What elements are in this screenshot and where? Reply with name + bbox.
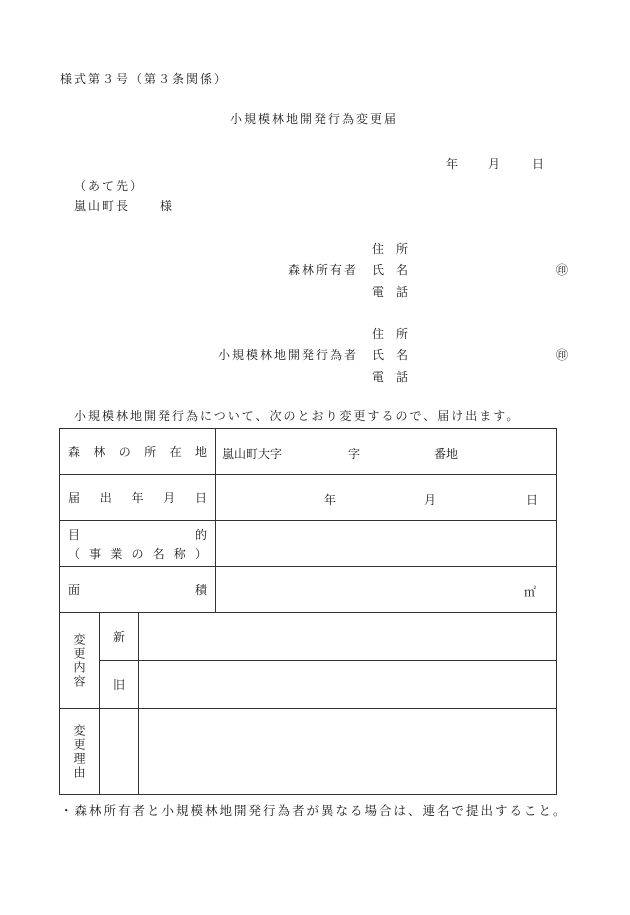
developer-address-label: 住 所 <box>372 327 409 341</box>
location-label-char: 林 <box>93 445 106 459</box>
change-form-table <box>59 428 557 795</box>
change-reason-content-cell[interactable] <box>139 709 557 795</box>
purpose-label-char: 的 <box>195 527 208 542</box>
developer-seal-mark: ㊞ <box>556 348 569 362</box>
submission-day-label: 日 <box>526 492 539 507</box>
purpose-value-cell[interactable] <box>216 521 557 567</box>
change-reason-blank-cell <box>100 709 139 795</box>
date-label-char: 出 <box>99 491 112 505</box>
location-row <box>60 429 557 475</box>
area-unit: ㎡ <box>524 584 537 599</box>
location-value-cell[interactable] <box>216 429 557 475</box>
area-label-char: 面 <box>68 583 81 597</box>
new-label: 新 <box>112 630 125 644</box>
purpose-sub-char: （ <box>68 546 81 561</box>
old-label: 旧 <box>112 678 125 692</box>
old-content-cell[interactable] <box>139 661 557 709</box>
location-label-cell <box>60 429 216 475</box>
location-label-char: 在 <box>169 445 182 459</box>
date-label-char: 年 <box>131 491 144 505</box>
addressee-name: 嵐山町長 <box>74 199 131 213</box>
location-label-char: 所 <box>144 445 157 459</box>
submission-month-label: 月 <box>424 492 437 507</box>
change-reason-label: 変更理由 <box>72 723 86 780</box>
purpose-sub-char: 名 <box>152 546 165 561</box>
purpose-sub-char: ） <box>194 546 207 561</box>
submission-date-label-cell <box>60 475 216 521</box>
purpose-sub-char: の <box>131 546 144 561</box>
date-label-char: 届 <box>68 491 81 505</box>
purpose-sub-char: 事 <box>89 546 102 561</box>
owner-address-label: 住 所 <box>372 242 409 256</box>
change-new-row <box>60 613 557 661</box>
new-label-cell <box>100 613 139 661</box>
purpose-sub-char: 業 <box>110 546 123 561</box>
location-label-char: 森 <box>68 445 81 459</box>
change-content-label: 変更内容 <box>72 632 86 689</box>
developer-name-label: 氏 名 <box>372 348 409 362</box>
owner-name-label: 氏 名 <box>372 263 409 277</box>
purpose-label-cell <box>60 521 216 567</box>
owner-seal-mark: ㊞ <box>556 263 569 277</box>
old-label-cell <box>100 661 139 709</box>
document-title: 小規模林地開発行為変更届 <box>230 112 399 126</box>
location-aza-label: 字 <box>348 446 361 461</box>
purpose-row <box>60 521 557 567</box>
developer-role-label: 小規模林地開発行為者 <box>218 348 359 362</box>
location-town-text: 嵐山町大字 <box>222 446 283 461</box>
new-content-cell[interactable] <box>139 613 557 661</box>
date-label-char: 月 <box>163 491 176 505</box>
footnote: ・森林所有者と小規模林地開発行為者が異なる場合は、連名で提出すること。 <box>60 803 568 818</box>
submission-date-value-cell[interactable] <box>216 475 557 521</box>
date-day-label: 日 <box>532 157 545 171</box>
location-banchi-label: 番地 <box>434 446 459 461</box>
purpose-sub-char: 称 <box>173 546 186 561</box>
date-year-label: 年 <box>446 157 459 171</box>
owner-phone-label: 電 話 <box>372 285 409 299</box>
purpose-label-char: 目 <box>68 527 81 542</box>
change-old-row <box>60 661 557 709</box>
intro-sentence: 小規模林地開発行為について、次のとおり変更するので、届け出ます。 <box>74 409 521 423</box>
date-month-label: 月 <box>488 157 501 171</box>
submission-year-label: 年 <box>324 492 337 507</box>
location-label-char: 地 <box>194 445 207 459</box>
addressee-prefix: （あて先） <box>74 179 145 193</box>
area-row <box>60 567 557 613</box>
area-value-cell[interactable] <box>216 567 557 613</box>
change-content-label-cell <box>60 613 100 709</box>
submission-date-row <box>60 475 557 521</box>
date-label-char: 日 <box>195 491 208 505</box>
owner-role-label: 森林所有者 <box>288 263 359 277</box>
area-label-char: 積 <box>195 583 208 597</box>
change-reason-row <box>60 709 557 795</box>
location-label-char: の <box>118 445 131 459</box>
change-reason-label-cell <box>60 709 100 795</box>
addressee-honorific: 様 <box>160 199 173 213</box>
area-label-cell <box>60 567 216 613</box>
developer-phone-label: 電 話 <box>372 370 409 384</box>
form-number: 様式第３号（第３条関係） <box>60 72 229 86</box>
